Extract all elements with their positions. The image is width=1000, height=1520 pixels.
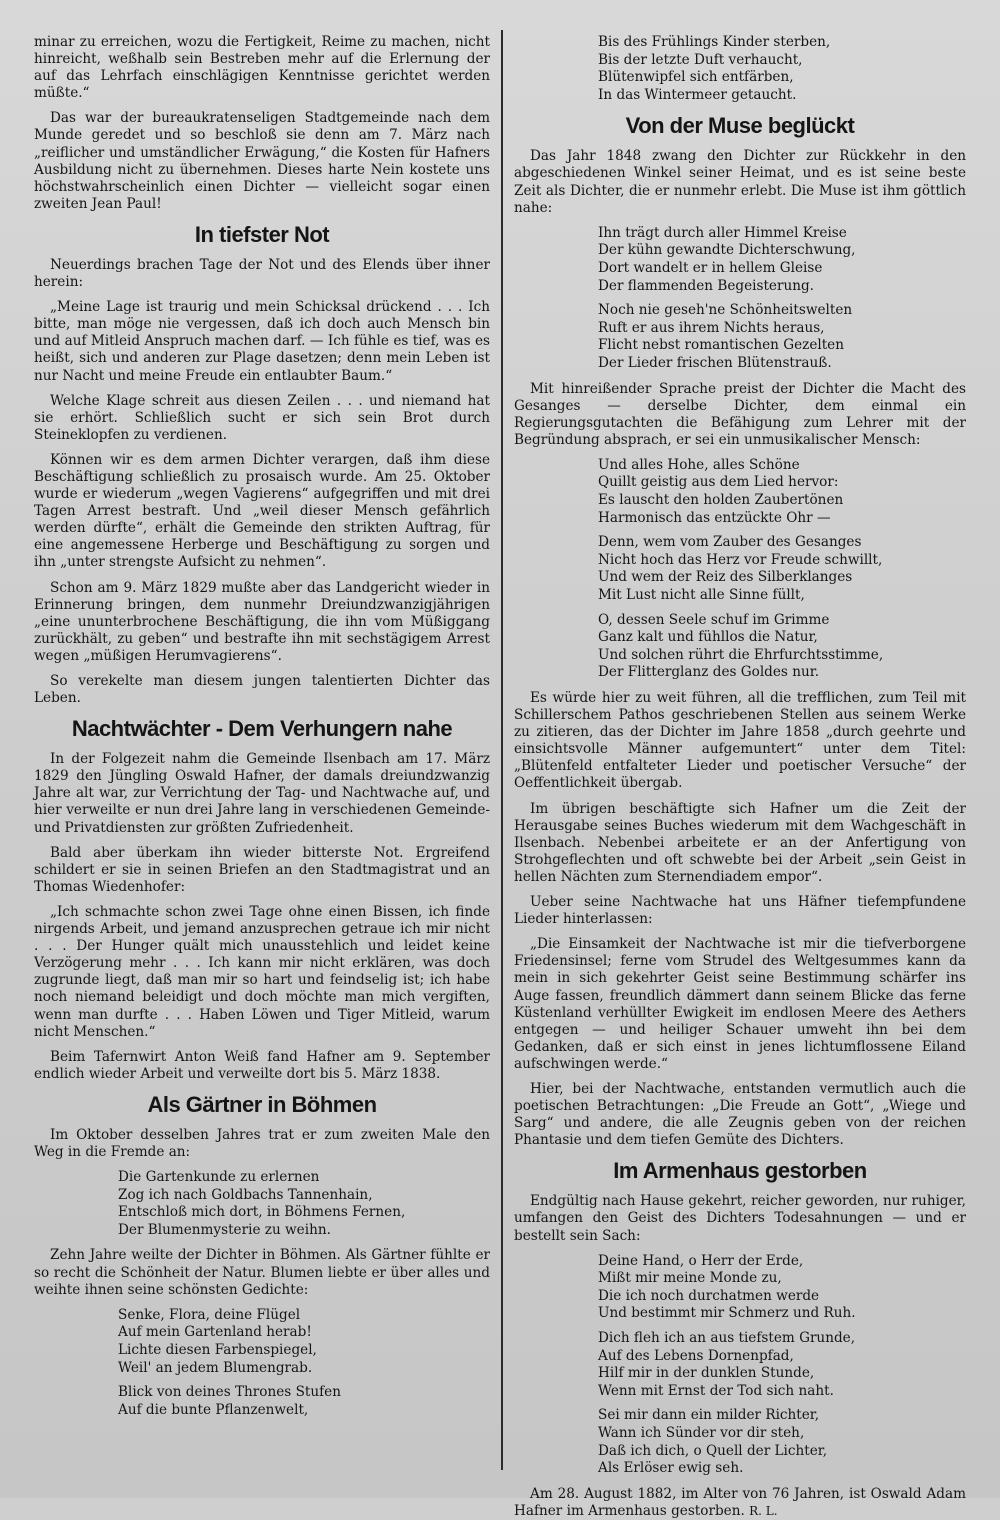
poem-line: Die ich noch durchatmen werde: [598, 1287, 820, 1304]
poem-line: Ihn trägt durch aller Himmel Kreise: [598, 224, 847, 241]
poem-line: Wann ich Sünder vor dir steh,: [598, 1424, 805, 1441]
heading-von-der-muse: Von der Muse beglückt: [625, 113, 855, 139]
poem-line: Nicht hoch das Herz vor Freude schwillt,: [598, 551, 883, 568]
poem-line: Ruft er aus ihrem Nichts heraus,: [598, 319, 825, 336]
paragraph-armen-1: Endgültig nach Hause gekehrt, reicher geworden, nur ruhiger, umfangen den Geist des Dichters Todesahnungen — und er bestellt sein Sach:: [514, 1193, 966, 1244]
paragraph-armen-2: [514, 1486, 966, 1520]
paragraph-muse-4: Im übrigen beschäftigte sich Hafner um die Zeit der Herausgabe seines Buches wiederum mit dem Wachgeschäft in Ilsenbach. Nebenbei arbeitete er an der Anfertigung von Strohgeflechten und oft schwebte bei der Arbeit „sein Geist in hellen Nächten zum Sternendiadem empor“.: [514, 800, 966, 885]
poem-line: Der flammenden Begeisterung.: [598, 277, 814, 294]
paragraph-decision: Das war der bureaukratenseligen Stadtgemeinde nach dem Munde geredet und so beschloß sie denn am 7. März nach „reiflicher und umständlicher Erwägung,“ die Kosten für Hafners Ausbildung nicht zu übernehmen. Dieses harte Nein kostete uns höchstwahrscheinlich einen Dichter — vielleicht sogar einen zweiten Jean Paul!: [34, 110, 490, 212]
poem-line: Blick von deines Thrones Stufen: [118, 1384, 341, 1401]
heading-in-tiefster-not: In tiefster Not: [194, 221, 330, 247]
left-column: [34, 34, 490, 1468]
poem-line: Wenn mit Ernst der Tod sich naht.: [598, 1382, 834, 1399]
paragraph-gaertner-2: Zehn Jahre weilte der Dichter in Böhmen. Als Gärtner fühlte er so recht die Schönheit der Natur. Blumen liebte er über alles und weihte ihnen seine schönsten Gedichte:: [34, 1247, 490, 1298]
quote-nacht: „Ich schmachte schon zwei Tage ohne einen Bissen, ich finde nirgends Arbeit, und jemand anzusprechen getraue ich mir nicht . . . Der Hunger quält mich unausstehlich und leidet keine Verzögerung mehr . . . Ich kann mir nicht erklären, was doch zugrunde liegt, daß man mir so hart und feindselig ist; ich habe noch niemand beleidigt und doch möchte man mich vergiften, wenn man durfte . . . Haben Löwen und Tiger Mitleid, warum nicht Menschen.“: [34, 903, 490, 1040]
paragraph-muse-1: Das Jahr 1848 zwang den Dichter zur Rückkehr in den abgeschiedenen Winkel seiner Heimat, und es ist seine beste Zeit als Dichter, die er nunmehr erlebt. Die Muse ist ihm göttlich nahe:: [514, 148, 966, 216]
paragraph-intro: minar zu erreichen, wozu die Fertigkeit, Reime zu machen, nicht hinreicht, weßhalb sein Bestreben mehr auf die Erlernung der auf das Lehrfach einschlägigen Kenntnisse gerichtet werden müßte.“: [34, 34, 490, 102]
poem-line: Quillt geistig aus dem Lied hervor:: [598, 474, 839, 491]
poem-line: Denn, wem vom Zauber des Gesanges: [598, 534, 862, 551]
paragraph-not-5: So verekelte man diesem jungen talentierten Dichter das Leben.: [34, 673, 490, 707]
poem-line: Dort wandelt er in hellem Gleise: [598, 259, 823, 276]
poem-line: Deine Hand, o Herr der Erde,: [598, 1252, 804, 1269]
poem-gesang: [598, 457, 966, 682]
poem-line: Bis des Frühlings Kinder sterben,: [598, 34, 831, 50]
poem-line: Dich fleh ich an aus tiefstem Grunde,: [598, 1330, 856, 1346]
poem-line: Der Lieder frischen Blütenstrauß.: [598, 354, 832, 371]
poem-dichterschwung: [598, 225, 966, 373]
poem-line: O, dessen Seele schuf im Grimme: [598, 611, 830, 628]
poem-line: Und alles Hohe, alles Schöne: [598, 456, 800, 473]
poem-line: Der Blumenmysterie zu weihn.: [118, 1221, 331, 1238]
poem-line: Auf des Lebens Dornenpfad,: [598, 1347, 794, 1364]
poem-line: Senke, Flora, deine Flügel: [118, 1306, 301, 1323]
paragraph-nacht-1: In der Folgezeit nahm die Gemeinde Ilsenbach am 17. März 1829 den Jüngling Oswald Hafner, der damals dreiundzwanzig Jahre alt war, zur Verrichtung der Tag- und Nachtwache auf, und hier verweilte er nun drei Jahre lang in verschiedenen Gemeinde- und Privatdiensten zur größten Zufriedenheit.: [34, 751, 490, 836]
poem-line: Weil' an jedem Blumengrab.: [118, 1359, 313, 1376]
poem-line: Bis der letzte Duft verhaucht,: [598, 51, 803, 68]
poem-herr-der-erde: [598, 1253, 966, 1478]
closing-sentence: Am 28. August 1882, im Alter von 76 Jahren, ist Oswald Adam Hafner im Armenhaus gestorben.: [514, 1485, 966, 1519]
poem-line: Flicht nebst romantischen Gezelten: [598, 337, 844, 354]
poem-line: Es lauscht den holden Zaubertönen: [598, 492, 844, 509]
heading-gaertner: Als Gärtner in Böhmen: [147, 1091, 377, 1117]
poem-line: Ganz kalt und fühllos die Natur,: [598, 629, 818, 646]
heading-armenhaus: Im Armenhaus gestorben: [613, 1158, 867, 1184]
quote-not: „Meine Lage ist traurig und mein Schicksal drückend . . . Ich bitte, man möge nie vergessen, daß ich doch auch Mensch bin und auf Mitleid Anspruch machen darf. — Ich fühle es tief, was es heißt, sich und anderen zur Plage dasetzen; denn mein Leben ist nur Nacht und meine Freude ein entlaubter Baum.“: [34, 299, 490, 384]
paragraph-not-2: Welche Klage schreit aus diesen Zeilen . . . und niemand hat sie erhört. Schließlich sucht er sich sein Brot durch Steineklopfen zu verdienen.: [34, 392, 490, 443]
poem-line: Mit Lust nicht alle Sinne füllt,: [598, 587, 805, 604]
paragraph-nacht-3: Beim Tafernwirt Anton Weiß fand Hafner am 9. September endlich wieder Arbeit und verweilte dort bis 5. März 1838.: [34, 1048, 490, 1082]
poem-line: Auf mein Gartenland herab!: [118, 1324, 312, 1341]
poem-line: Entschloß mich dort, in Böhmens Fernen,: [118, 1204, 406, 1221]
right-column: [514, 34, 966, 1519]
poem-line: Die Gartenkunde zu erlernen: [118, 1169, 320, 1186]
paragraph-muse-2: Mit hinreißender Sprache preist der Dichter die Macht des Gesanges — derselbe Dichter, dem einmal ein Regierungsgutachten die Befähigung zum Lehrer mit der Begründung absprach, er sei ein unmusikalischer Mensch:: [514, 380, 966, 448]
poem-line: Blütenwipfel sich entfärben,: [598, 69, 794, 86]
poem-line: Harmonisch das entzückte Ohr —: [598, 509, 831, 526]
poem-line: Daß ich dich, o Quell der Lichter,: [598, 1442, 828, 1459]
poem-gartenkunde: [118, 1169, 490, 1239]
heading-nachtwaechter: Nachtwächter - Dem Verhungern nahe: [71, 716, 453, 742]
poem-fruehling: [598, 34, 966, 104]
poem-line: Hilf mir in der dunklen Stunde,: [598, 1365, 815, 1382]
poem-line: In das Wintermeer getaucht.: [598, 86, 797, 103]
poem-line: Der Flitterglanz des Goldes nur.: [598, 664, 820, 681]
paragraph-not-4: Schon am 9. März 1829 mußte aber das Landgericht wieder in Erinnerung bringen, dem nunmehr Dreiundzwanzigjährigen „eine ununterbrochene Beschäftigung, die ihn vom Müßiggang zurückhält, zu geben“ und bestrafte ihn mit sechstägigem Arrest wegen „müßigen Herumvagierens“.: [34, 579, 490, 664]
poem-line: Mißt mir meine Monde zu,: [598, 1270, 782, 1287]
poem-line: Zog ich nach Goldbachs Tannenhain,: [118, 1186, 373, 1203]
paragraph-not-3: Können wir es dem armen Dichter verargen, daß ihm diese Beschäftigung schließlich zu prosaisch wurde. Am 25. Oktober wurde er wiederum „wegen Vagierens“ aufgegriffen und mit drei Tagen Arrest bestraft. Und „weil dieser Mensch gefährlich werden dürfte“, erhält die Gemeinde den strikten Auftrag, für eine angemessene Herberge und Beschäftigung zu sorgen und ihn „unter strengste Aufsicht zu nehmen“.: [34, 451, 490, 571]
poem-line: Noch nie geseh'ne Schönheitswelten: [598, 302, 853, 319]
paragraph-not-1: Neuerdings brachen Tage der Not und des Elends über ihner herein:: [34, 256, 490, 291]
poem-line: Und bestimmt mir Schmerz und Ruh.: [598, 1305, 856, 1322]
poem-line: Auf die bunte Pflanzenwelt,: [118, 1401, 309, 1418]
quote-nachtwache: „Die Einsamkeit der Nachtwache ist mir die tiefverborgene Friedensinsel; ferne vom Strudel des Weltgesummes kann da mein in sich gekehrter Geist seine Bestimmung schärfer ins Auge fassen, freundlich dämmert dann seinem Blicke das ferne Küstenland verhüllter Ewigkeit im endlosen Meere des Aethers entgegen — und heiliger Schauer umweht ihn bei dem Gedanken, daß er sich einst in jenes lichtumflossene Eiland aufschwingen werde.“: [514, 936, 966, 1072]
author-signature: R. L.: [749, 1503, 778, 1518]
paragraph-nacht-2: Bald aber überkam ihn wieder bitterste Not. Ergreifend schildert er sie in seinen Briefen an den Stadtmagistrat und an Thomas Wiedenhofer:: [34, 844, 490, 895]
poem-line: Und wem der Reiz des Silberklanges: [598, 569, 853, 586]
paragraph-muse-6: Hier, bei der Nachtwache, entstanden vermutlich auch die poetischen Betrachtungen: „Die Freude an Gott“, „Wiege und Sarg“ und andere, die alle Zeugnis geben von der reichen Phantasie und dem tiefen Gemüte des Dichters.: [514, 1080, 966, 1149]
column-divider: [501, 30, 503, 1470]
paragraph-muse-3: Es würde hier zu weit führen, all die trefflichen, zum Teil mit Schillerschem Pathos geschriebenen Stellen aus seinem Werke zu zitieren, das der Dichter im Jahre 1858 „durch geehrte und einsichtsvolle Männer aufgemuntert“ unter dem Titel: „Blütenfeld entfalteter Lieder und poetischer Versuche“ der Oeffentlichkeit übergab.: [514, 690, 966, 792]
poem-line: Lichte diesen Farbenspiegel,: [118, 1341, 317, 1358]
poem-line: Der kühn gewandte Dichterschwung,: [598, 242, 856, 259]
poem-line: Sei mir dann ein milder Richter,: [598, 1407, 820, 1424]
poem-flora: [118, 1307, 490, 1420]
paragraph-gaertner-1: Im Oktober desselben Jahres trat er zum zweiten Male den Weg in die Fremde an:: [34, 1126, 490, 1160]
poem-line: Als Erlöser ewig seh.: [598, 1460, 744, 1477]
poem-line: Und solchen rührt die Ehrfurchtsstimme,: [598, 646, 884, 663]
paragraph-muse-5: Ueber seine Nachtwache hat uns Häfner tiefempfundene Lieder hinterlassen:: [514, 894, 966, 928]
